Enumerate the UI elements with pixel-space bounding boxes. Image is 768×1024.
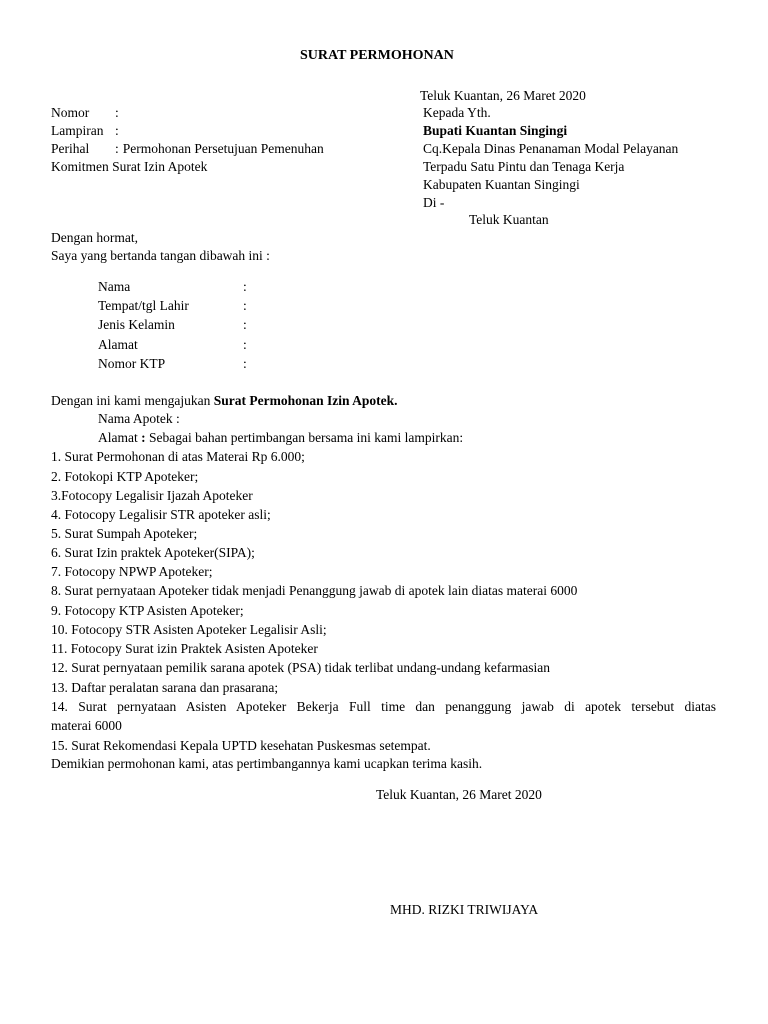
attachment-item: 11. Fotocopy Surat izin Praktek Asisten Apoteker (51, 641, 318, 656)
signer-name: MHD. RIZKI TRIWIJAYA (390, 902, 539, 917)
lampiran-row (51, 123, 119, 139)
perihal-row (51, 141, 324, 157)
apotek-address-colon: : (141, 430, 146, 445)
identity-label: Tempat/tgl Lahir (98, 298, 189, 313)
identity-label: Jenis Kelamin (98, 317, 175, 332)
request-statement (51, 393, 398, 409)
identity-separator: : (243, 337, 247, 352)
document-title: SURAT PERMOHONAN (300, 48, 454, 63)
identity-label: Nama (98, 279, 131, 294)
request-subject: Surat Permohonan Izin Apotek. (213, 393, 398, 408)
apotek-name-label: Nama Apotek : (98, 411, 180, 426)
perihal-separator: : (115, 141, 119, 156)
identity-row-gender (98, 317, 247, 333)
recipient-city: Teluk Kuantan (469, 212, 549, 227)
lampiran-separator: : (115, 123, 119, 138)
perihal-value-continued: Komitmen Surat Izin Apotek (51, 159, 208, 174)
identity-label: Nomor KTP (98, 356, 166, 371)
closing-text: Demikian permohonan kami, atas pertimbangannya kami ucapkan terima kasih. (51, 756, 483, 771)
attachment-item: 15. Surat Rekomendasi Kepala UPTD kesehatan Puskesmas setempat. (51, 738, 431, 753)
apotek-address-line (98, 430, 463, 446)
apotek-address-text: Sebagai bahan pertimbangan bersama ini kami lampirkan: (145, 430, 464, 445)
nomor-label: Nomor (51, 105, 90, 120)
recipient-line-5: Kabupaten Kuantan Singingi (423, 177, 580, 192)
recipient-line-6: Di - (423, 195, 445, 210)
attachment-item: 9. Fotocopy KTP Asisten Apoteker; (51, 603, 244, 618)
nomor-separator: : (115, 105, 119, 120)
closing-place-date: Teluk Kuantan, 26 Maret 2020 (376, 787, 542, 802)
attachment-item: 13. Daftar peralatan sarana dan prasarana; (51, 680, 279, 695)
attachment-item: 1. Surat Permohonan di atas Materai Rp 6.000; (51, 449, 305, 464)
identity-separator: : (243, 317, 247, 332)
perihal-label: Perihal (51, 141, 90, 156)
identity-separator: : (243, 279, 247, 294)
identity-separator: : (243, 298, 247, 313)
attachment-item: 6. Surat Izin praktek Apoteker(SIPA); (51, 545, 255, 560)
identity-row-address (98, 337, 247, 353)
identity-row-nama (98, 279, 247, 295)
attachment-item: 3.Fotocopy Legalisir Ijazah Apoteker (51, 488, 253, 503)
apotek-address-label: Alamat (98, 430, 142, 445)
attachment-item: 14. Surat pernyataan Asisten Apoteker Bekerja Full time dan penanggung jawab di apotek tersebut diatas (51, 699, 716, 714)
attachment-item: 2. Fotokopi KTP Apoteker; (51, 469, 199, 484)
identity-separator: : (243, 356, 247, 371)
identity-label: Alamat (98, 337, 138, 352)
place-date: Teluk Kuantan, 26 Maret 2020 (420, 88, 586, 103)
attachment-item: 4. Fotocopy Legalisir STR apoteker asli; (51, 507, 271, 522)
request-prefix: Dengan ini kami mengajukan (51, 393, 214, 408)
attachment-item-continued: materai 6000 (51, 718, 122, 733)
identity-row-ttl (98, 298, 247, 314)
lampiran-label: Lampiran (51, 123, 104, 138)
recipient-bupati: Bupati Kuantan Singingi (423, 123, 568, 138)
identity-row-ktp (98, 356, 247, 372)
attachment-item: 12. Surat pernyataan pemilik sarana apotek (PSA) tidak terlibat undang-undang kefarmasian (51, 660, 550, 675)
attachment-item: 5. Surat Sumpah Apoteker; (51, 526, 198, 541)
recipient-line-3: Cq.Kepala Dinas Penanaman Modal Pelayanan (423, 141, 679, 156)
nomor-row (51, 105, 119, 121)
attachment-item: 7. Fotocopy NPWP Apoteker; (51, 564, 213, 579)
intro-text: Saya yang bertanda tangan dibawah ini : (51, 248, 270, 263)
perihal-value: Permohonan Persetujuan Pemenuhan (122, 141, 324, 156)
recipient-line-1: Kepada Yth. (423, 105, 491, 120)
attachment-item: 8. Surat pernyataan Apoteker tidak menjadi Penanggung jawab di apotek lain diatas materai 6000 (51, 583, 578, 598)
greeting: Dengan hormat, (51, 230, 138, 245)
recipient-line-4: Terpadu Satu Pintu dan Tenaga Kerja (423, 159, 625, 174)
attachment-item: 10. Fotocopy STR Asisten Apoteker Legalisir Asli; (51, 622, 327, 637)
